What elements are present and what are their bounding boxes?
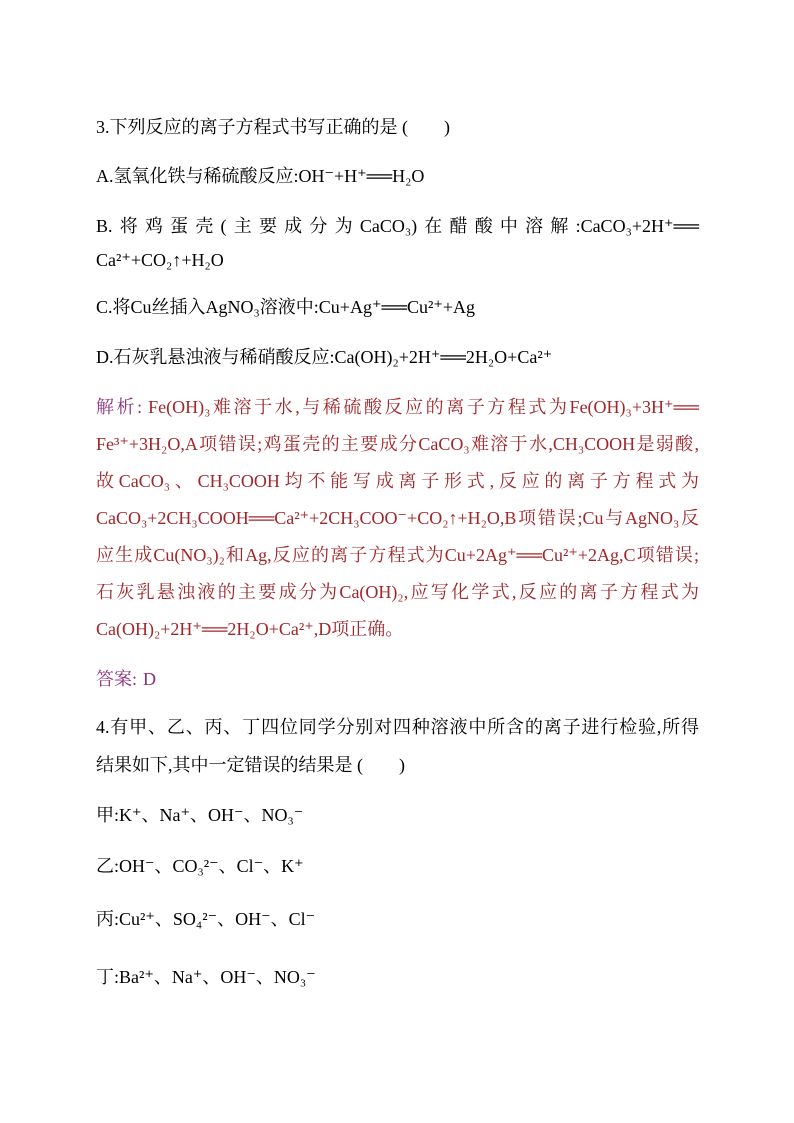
- option-a-block: [96, 158, 699, 194]
- result-bing: 丙:Cu²⁺、SO₄²⁻、OH⁻、Cl⁻: [96, 909, 316, 929]
- result-jia-block: [96, 797, 699, 833]
- result-bing-block: [96, 901, 699, 937]
- analysis-line-7: Ca(OH)₂+2H⁺══2H₂O+Ca²⁺,D项正确。: [96, 619, 404, 639]
- analysis-line-6: 石灰乳悬浊液的主要成分为Ca(OH)₂,应写化学式,反应的离子方程式为: [96, 582, 699, 602]
- question-3-stem: 3.下列反应的离子方程式书写正确的是 ( ): [96, 117, 450, 137]
- result-jia: 甲:K⁺、Na⁺、OH⁻、NO₃⁻: [96, 805, 304, 825]
- result-ding: 丁:Ba²⁺、Na⁺、OH⁻、NO₃⁻: [96, 967, 316, 987]
- option-d: D.石灰乳悬浊液与稀硝酸反应:Ca(OH)₂+2H⁺══2H₂O+Ca²⁺: [96, 347, 553, 367]
- analysis-line-2: Fe³⁺+3H₂O,A项错误;鸡蛋壳的主要成分CaCO₃难溶于水,CH₃COOH是弱酸,: [96, 434, 699, 454]
- option-b-line-1: B.将鸡蛋壳(主要成分为CaCO₃)在醋酸中溶解:CaCO₃+2H⁺══: [96, 216, 699, 236]
- option-a: A.氢氧化铁与稀硫酸反应:OH⁻+H⁺══H₂O: [96, 166, 425, 186]
- option-c: C.将Cu丝插入AgNO₃溶液中:Cu+Ag⁺══Cu²⁺+Ag: [96, 297, 476, 317]
- analysis-line-5: 应生成Cu(NO₃)₂和Ag,反应的离子方程式为Cu+2Ag⁺══Cu²⁺+2Ag,C项错误;: [96, 545, 699, 565]
- analysis-label: 解析:: [96, 397, 143, 417]
- question-4-stem-block: [96, 708, 699, 784]
- result-yi: 乙:OH⁻、CO₃²⁻、Cl⁻、K⁺: [96, 856, 304, 876]
- analysis-block: [96, 389, 699, 648]
- analysis-line-4: CaCO₃+2CH₃COOH══Ca²⁺+2CH₃COO⁻+CO₂↑+H₂O,B项错误;Cu与AgNO₃反: [96, 508, 699, 528]
- answer-block: [96, 661, 699, 697]
- option-b-block: [96, 209, 699, 277]
- analysis-line-3: 故CaCO₃、CH₃COOH均不能写成离子形式,反应的离子方程式为: [96, 471, 699, 491]
- question-4-stem-line-2: 结果如下,其中一定错误的结果是 ( ): [96, 755, 405, 775]
- answer-value: D: [143, 669, 157, 689]
- option-d-block: [96, 339, 699, 375]
- question-4-stem-line-1: 4.有甲、乙、丙、丁四位同学分别对四种溶液中所含的离子进行检验,所得: [96, 717, 699, 737]
- answer-line: [96, 661, 699, 697]
- result-yi-block: [96, 848, 699, 884]
- result-ding-block: [96, 959, 699, 995]
- analysis-line-1-text: Fe(OH)₃难溶于水,与稀硫酸反应的离子方程式为Fe(OH)₃+3H⁺══: [148, 397, 699, 417]
- option-c-block: [96, 289, 699, 325]
- analysis-line-1: [96, 389, 699, 426]
- option-b-line-2: Ca²⁺+CO₂↑+H₂O: [96, 250, 224, 270]
- question-3-stem-block: [96, 109, 699, 145]
- answer-label: 答案:: [96, 669, 138, 689]
